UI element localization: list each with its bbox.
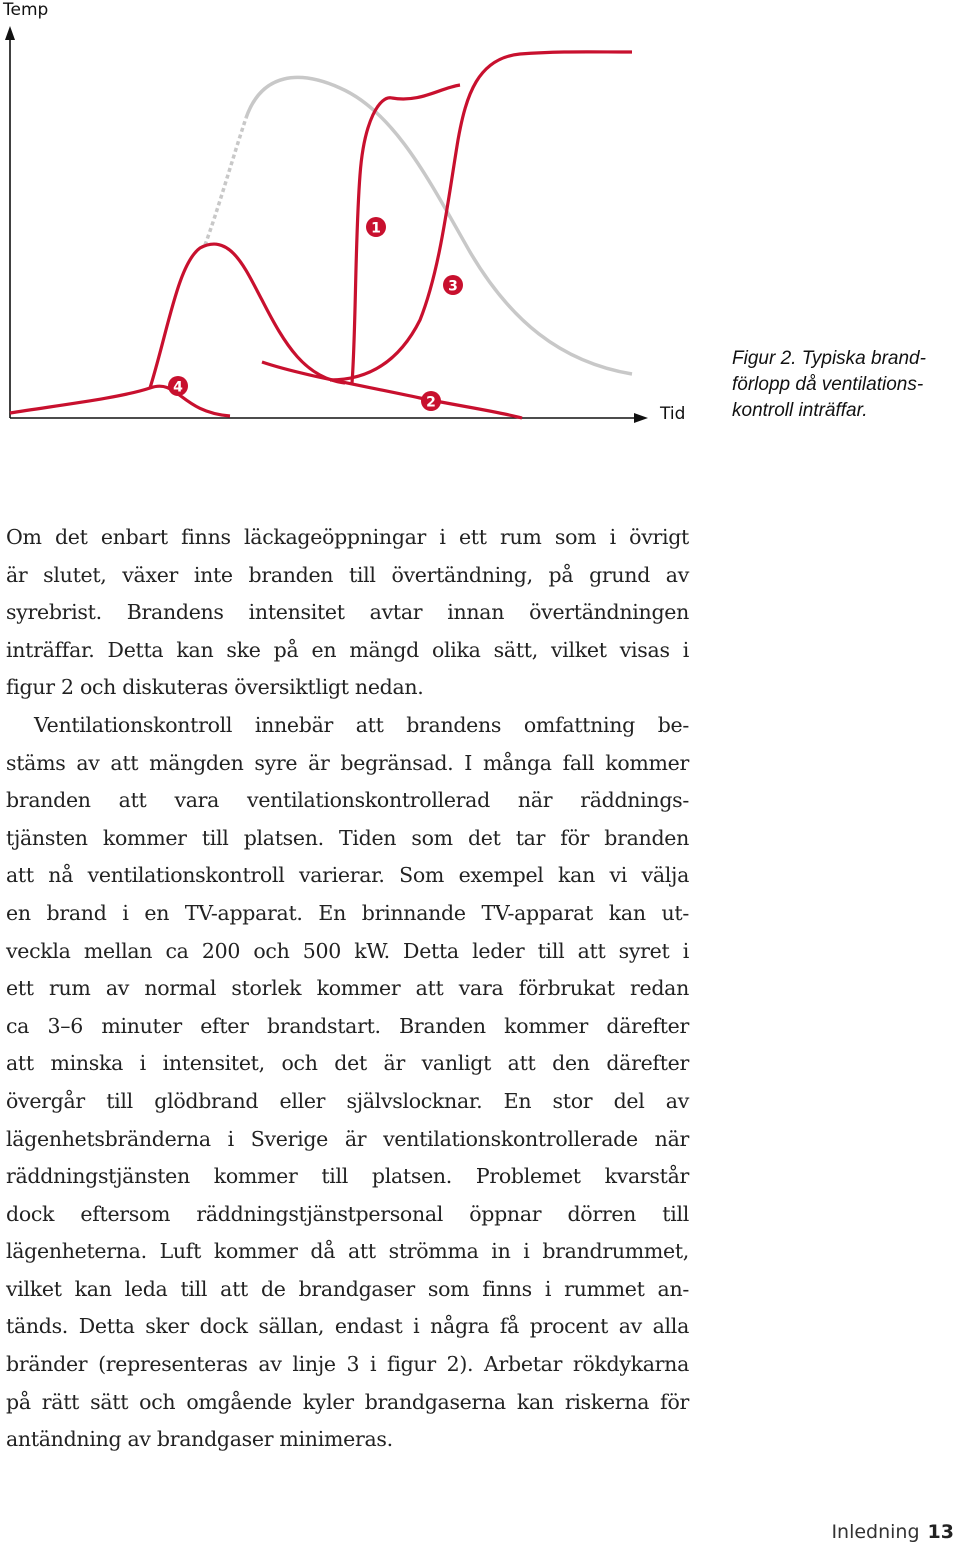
text-line: Ventilationskontroll innebär att brandens omfattning be- bbox=[34, 712, 689, 737]
text-line: dock eftersom räddningstjänstpersonal öppnar dörren till bbox=[6, 1201, 689, 1226]
y-axis-label: Temp bbox=[3, 0, 49, 20]
marker-4-label: 4 bbox=[173, 379, 183, 396]
figure-caption bbox=[732, 346, 952, 424]
text-line: antändning av brandgaser minimeras. bbox=[6, 1427, 393, 1452]
section-name: Inledning bbox=[831, 1521, 920, 1543]
y-axis-arrow bbox=[5, 26, 15, 40]
marker-1 bbox=[366, 217, 386, 237]
page-number: 13 bbox=[927, 1521, 954, 1543]
text-line: bränder (representeras av linje 3 i figur 2). Arbetar rökdykarna bbox=[6, 1352, 689, 1377]
text-line: övergår till glödbrand eller självslocknar. En stor del av bbox=[6, 1088, 689, 1113]
x-axis-label: Tid bbox=[660, 404, 686, 424]
text-line: att nå ventilationskontroll varierar. Som exempel kan vi välja bbox=[6, 863, 689, 888]
marker-1-label: 1 bbox=[371, 220, 381, 237]
marker-2-label: 2 bbox=[426, 394, 436, 411]
text-line: är slutet, växer inte branden till övertändning, på grund av bbox=[6, 562, 689, 587]
text-line: en brand i en TV-apparat. En brinnande TV-apparat kan ut- bbox=[6, 900, 689, 925]
page-footer bbox=[831, 1521, 954, 1543]
caption-line: Figur 2. Typiska brand- bbox=[732, 348, 926, 369]
text-line: inträffar. Detta kan ske på en mängd olika sätt, vilket visas i bbox=[6, 637, 689, 662]
text-line: lägenhetsbränderna i Sverige är ventilationskontrollerade när bbox=[6, 1126, 689, 1151]
text-line: tänds. Detta sker dock sällan, endast i några få procent av alla bbox=[6, 1314, 689, 1339]
text-line: stäms av att mängden syre är begränsad. I många fall kommer bbox=[6, 750, 689, 775]
text-line: ca 3–6 minuter efter brandstart. Branden kommer därefter bbox=[6, 1013, 689, 1038]
text-line: tjänsten kommer till platsen. Tiden som det tar för branden bbox=[6, 825, 689, 850]
curve-main bbox=[150, 244, 345, 388]
text-line: Om det enbart finns läckageöppningar i ett rum som i övrigt bbox=[6, 525, 689, 549]
text-line: branden att vara ventilationskontrollerad när räddnings- bbox=[6, 788, 689, 813]
fire-curves-diagram bbox=[0, 0, 700, 440]
reference-curve-dashed bbox=[205, 118, 246, 245]
text-line: ett rum av normal storlek kommer att vara förbrukat redan bbox=[6, 976, 689, 1001]
caption-line: kontroll inträffar. bbox=[732, 400, 868, 421]
text-line: figur 2 och diskuteras översiktligt nedan. bbox=[6, 675, 424, 700]
text-line: på rätt sätt och omgående kyler brandgaserna kan riskerna för bbox=[6, 1389, 689, 1414]
text-line: syrebrist. Brandens intensitet avtar innan övertändningen bbox=[6, 600, 689, 625]
text-line: lägenheterna. Luft kommer då att strömma in i brandrummet, bbox=[6, 1239, 689, 1264]
text-line: vilket kan leda till att de brandgaser som finns i rummet an- bbox=[6, 1276, 689, 1301]
text-line: veckla mellan ca 200 och 500 kW. Detta leder till att syret i bbox=[6, 938, 689, 963]
marker-4 bbox=[168, 376, 188, 396]
fire-development-figure bbox=[0, 0, 960, 460]
curve-2 bbox=[262, 362, 522, 418]
body-text bbox=[6, 519, 689, 1459]
x-axis-arrow bbox=[634, 413, 648, 423]
caption-line: förlopp då ventilations- bbox=[732, 374, 924, 395]
text-line: att minska i intensitet, och det är vanligt att den därefter bbox=[6, 1051, 689, 1076]
curve-3 bbox=[330, 52, 632, 380]
reference-curve bbox=[246, 77, 632, 374]
text-line: räddningstjänsten kommer till platsen. Problemet kvarstår bbox=[6, 1164, 689, 1189]
curve-4 bbox=[10, 386, 230, 416]
marker-2 bbox=[421, 391, 441, 411]
marker-3-label: 3 bbox=[448, 278, 458, 295]
marker-3 bbox=[443, 275, 463, 295]
